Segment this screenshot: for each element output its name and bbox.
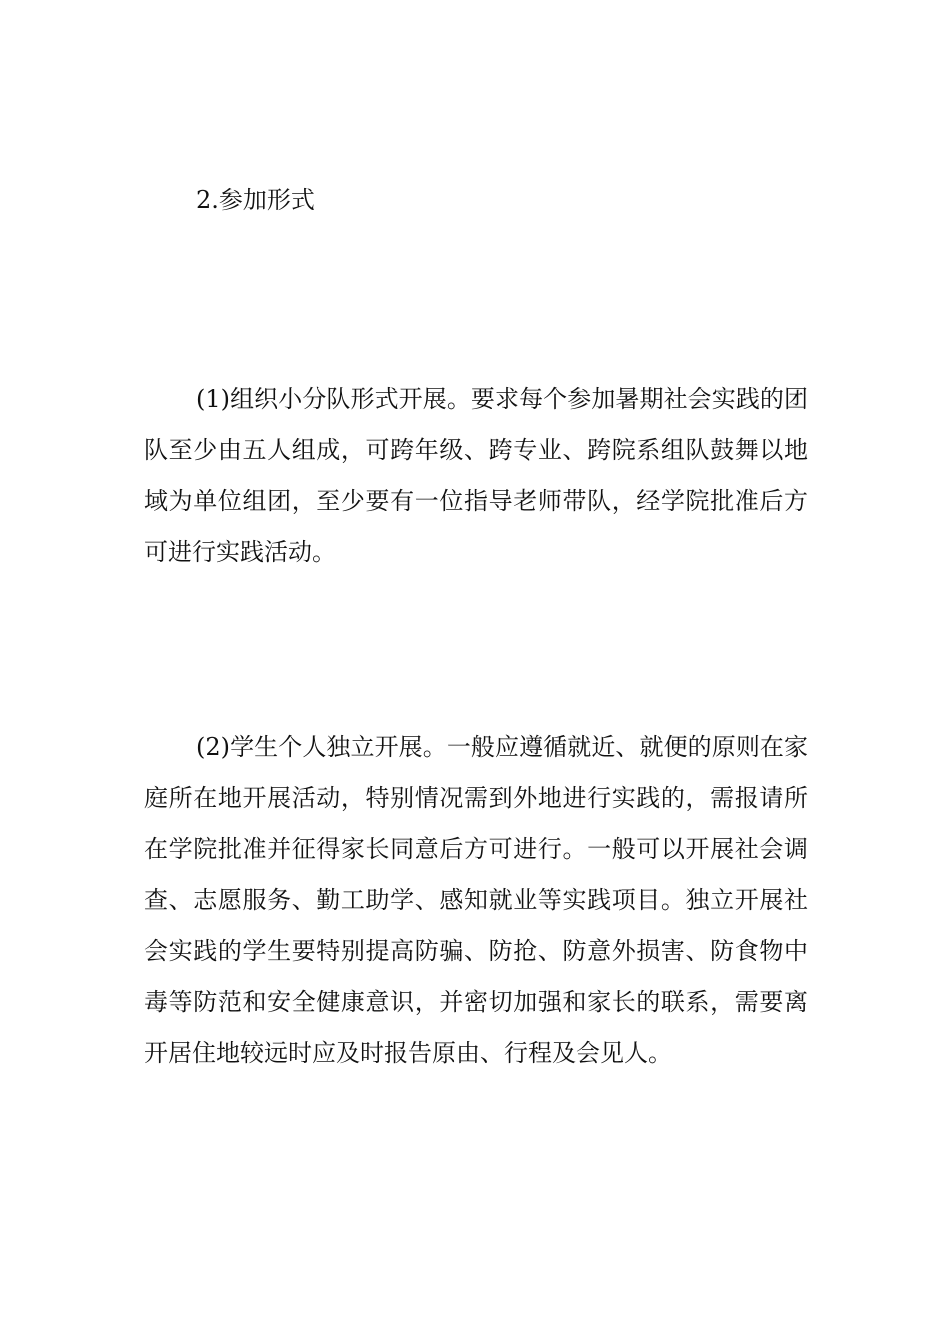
paragraph-individual: (2)学生个人独立开展。一般应遵循就近、就便的原则在家庭所在地开展活动，特别情况需到外地进行实践的，需报请所在学院批准并征得家长同意后方可进行。一般可以开展社会调查、志愿服务、勤工助学、感知就业等实践项目。独立开展社会实践的学生要特别提高防骗、防抢、防意外损害、防食物中毒等防范和安全健康意识，并密切加强和家长的联系，需要离开居住地较远时应及时报告原由、行程及会见人。: [144, 733, 808, 1067]
paragraph-small-team: (1)组织小分队形式开展。要求每个参加暑期社会实践的团队至少由五人组成，可跨年级、跨专业、跨院系组队鼓舞以地域为单位组团，至少要有一位指导老师带队，经学院批准后方可进行实践活动。: [144, 385, 808, 566]
section-heading: 2.参加形式: [196, 186, 315, 214]
